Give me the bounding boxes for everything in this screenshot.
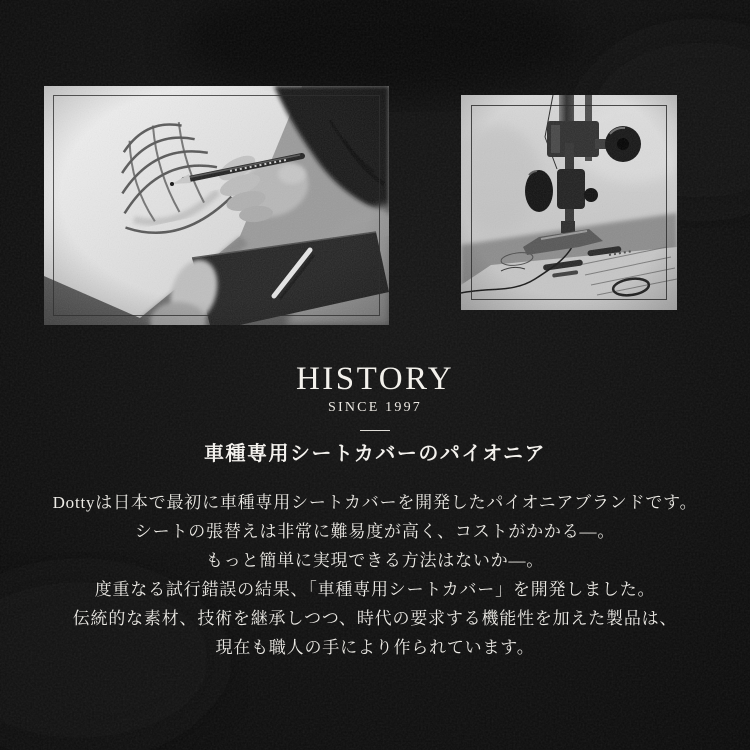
- history-paragraph-line: Dottyは日本で最初に車種専用シートカバーを開発したパイオニアブランドです。: [52, 493, 698, 512]
- divider-line: [360, 430, 390, 431]
- history-paragraph-line: 現在も職人の手により作られています。: [215, 638, 535, 657]
- history-subtitle: SINCE 1997: [328, 400, 422, 415]
- history-paragraph-line: シートの張替えは非常に難易度が高く、コストがかかる―。: [134, 522, 616, 541]
- history-paragraph-line: もっと簡単に実現できる方法はないか―。: [205, 551, 545, 570]
- history-paragraph: [0, 488, 750, 662]
- sewing-machine-illustration: [461, 95, 677, 310]
- sewing-machine-photo: [461, 95, 677, 310]
- history-heading: 車種専用シートカバーのパイオニア: [204, 443, 546, 465]
- history-section: [0, 362, 750, 662]
- sketching-photo-illustration: [44, 86, 389, 325]
- history-title: HISTORY: [295, 361, 455, 397]
- hand-sketching-car-seat-photo: [44, 86, 389, 325]
- history-paragraph-line: 度重なる試行錯誤の結果、「車種専用シートカバー」を開発しました。: [94, 580, 656, 599]
- history-paragraph-line: 伝統的な素材、技術を継承しつつ、時代の要求する機能性を加えた製品は、: [72, 609, 678, 628]
